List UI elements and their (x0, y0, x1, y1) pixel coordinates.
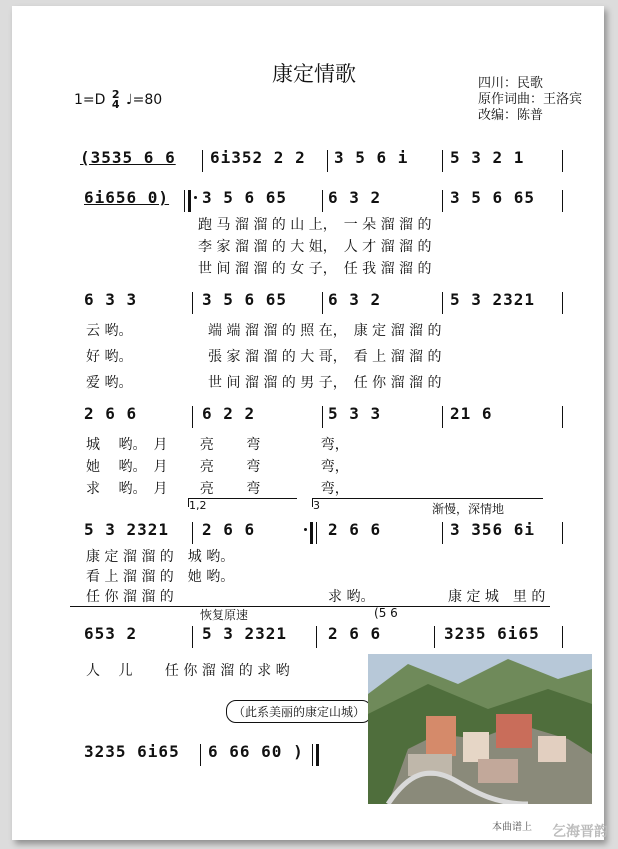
lyric-verse1: 康 定 溜 溜 的 城 哟。 (86, 549, 235, 565)
measure: 21 6 (450, 404, 493, 423)
ritardando-mark: 渐慢，深情地 (432, 502, 505, 516)
key-signature (74, 90, 162, 110)
barline (562, 150, 563, 172)
measure: 2 6 6 (84, 404, 138, 423)
credits (478, 76, 582, 124)
repeat-dot (194, 196, 197, 199)
measure: 6 3 3 (84, 290, 138, 309)
barline (316, 626, 317, 648)
key-label: 1=D (74, 92, 106, 108)
lyric-line: 人 儿 任 你 溜 溜 的 求 哟 (86, 663, 290, 679)
barline (202, 150, 203, 172)
barline (322, 190, 323, 212)
barline (316, 522, 317, 544)
credit-origin: 四川：民歌 (478, 76, 544, 91)
lyric-verse3: 世 间 溜 溜 的 男 子， 任 你 溜 溜 的 (208, 375, 442, 391)
score-row-5 (72, 520, 572, 546)
barline (442, 406, 443, 428)
barline (562, 292, 563, 314)
alt-notes: (5 6 (374, 606, 398, 620)
lyric-verse3: 世 间 溜 溜 的 女 子， 任 我 溜 溜 的 (198, 261, 432, 277)
measure: 6i352 2 2 (210, 148, 306, 167)
measure: 3235 6i65 (444, 624, 540, 643)
lyric-third-ending: 求 哟。 (328, 589, 375, 605)
lyric-verse1: 端 端 溜 溜 的 照 在， 康 定 溜 溜 的 (208, 323, 442, 339)
volta-first-ending: 1,2 (188, 498, 297, 507)
credit-author: 原作词曲：王洛宾 (478, 92, 583, 107)
barline (562, 626, 563, 648)
score-page (12, 6, 608, 840)
lyric-verse2: 好 哟。 (86, 349, 133, 365)
brand-watermark: 乞海晋韵 (552, 824, 608, 840)
caption: （此系美丽的康定山城） (226, 700, 372, 723)
lyric-verse2: 她 哟。 月 亮 弯 弯， (86, 459, 349, 475)
lyric-verse3: 任 你 溜 溜 的 (86, 589, 174, 605)
repeat-start (188, 190, 191, 212)
measure: 3 356 6i (450, 520, 536, 539)
barline (442, 150, 443, 172)
measure: 5 3 2 1 (450, 148, 525, 167)
barline (562, 522, 563, 544)
lyric-verse2: 看 上 溜 溜 的 她 哟。 (86, 569, 235, 585)
lyric-verse1: 云 哟。 (86, 323, 133, 339)
measure: 5 3 3 (328, 404, 382, 423)
kangding-city-photo (368, 654, 592, 804)
barline (192, 406, 193, 428)
measure: 2 6 6 (328, 520, 382, 539)
score-row-6 (72, 624, 572, 650)
lyric-verse2: 李 家 溜 溜 的 大 姐， 人 才 溜 溜 的 (198, 239, 432, 255)
measure: 2 6 6 (328, 624, 382, 643)
measure: 3 5 6 65 (202, 188, 288, 207)
barline (312, 744, 313, 766)
barline (442, 522, 443, 544)
barline (562, 406, 563, 428)
section-divider (70, 606, 550, 607)
volta-second-ending: 3 (312, 498, 543, 507)
measure: 2 6 6 (202, 520, 256, 539)
final-barline (316, 744, 319, 766)
measure: 6 2 2 (202, 404, 256, 423)
repeat-end (310, 522, 313, 544)
lyric-verse3: 爱 哟。 (86, 375, 133, 391)
measure: 3 5 6 65 (202, 290, 288, 309)
measure: 5 3 2321 (84, 520, 170, 539)
measure: 6 3 2 (328, 188, 382, 207)
barline (322, 292, 323, 314)
lyric-verse2: 張 家 溜 溜 的 大 哥， 看 上 溜 溜 的 (208, 349, 442, 365)
measure: 6 3 2 (328, 290, 382, 309)
credit-arranger: 改编：陈普 (478, 108, 544, 123)
barline (562, 190, 563, 212)
measure: 5 3 2321 (202, 624, 288, 643)
a-tempo-mark: 恢复原速 (200, 608, 249, 622)
barline (184, 190, 185, 212)
lyric-verse3: 求 哟。 月 亮 弯 弯， (86, 481, 349, 497)
barline (442, 190, 443, 212)
barline (327, 150, 328, 172)
measure: 3235 6i65 (84, 742, 180, 761)
measure: (3535 6 6 (80, 148, 176, 167)
lyric-verse1: 城 哟。 月 亮 弯 弯， (86, 437, 349, 453)
lyric-coda: 康 定 城 里 的 (448, 589, 546, 605)
song-title: 康定情歌 (272, 62, 356, 86)
score-row-1 (72, 148, 572, 174)
repeat-dot (304, 528, 307, 531)
score-row-2 (72, 188, 572, 214)
score-row-4 (72, 404, 572, 430)
measure: 6 66 60 ) (208, 742, 304, 761)
measure: 3 5 6 65 (450, 188, 536, 207)
barline (322, 406, 323, 428)
barline (442, 292, 443, 314)
barline (192, 626, 193, 648)
tempo-mark: ♩=80 (125, 92, 163, 108)
measure: 5 3 2321 (450, 290, 536, 309)
measure: 6i656 0) (84, 188, 170, 207)
score-row-3 (72, 290, 572, 316)
measure: 653 2 (84, 624, 138, 643)
lyric-verse1: 跑 马 溜 溜 的 山 上， 一 朵 溜 溜 的 (198, 217, 432, 233)
barline (434, 626, 435, 648)
footer-source: 本曲谱上 (492, 822, 532, 833)
measure: 3 5 6 i (334, 148, 409, 167)
barline (192, 522, 193, 544)
barline (200, 744, 201, 766)
barline (192, 292, 193, 314)
time-signature: 2 4 (111, 88, 120, 111)
